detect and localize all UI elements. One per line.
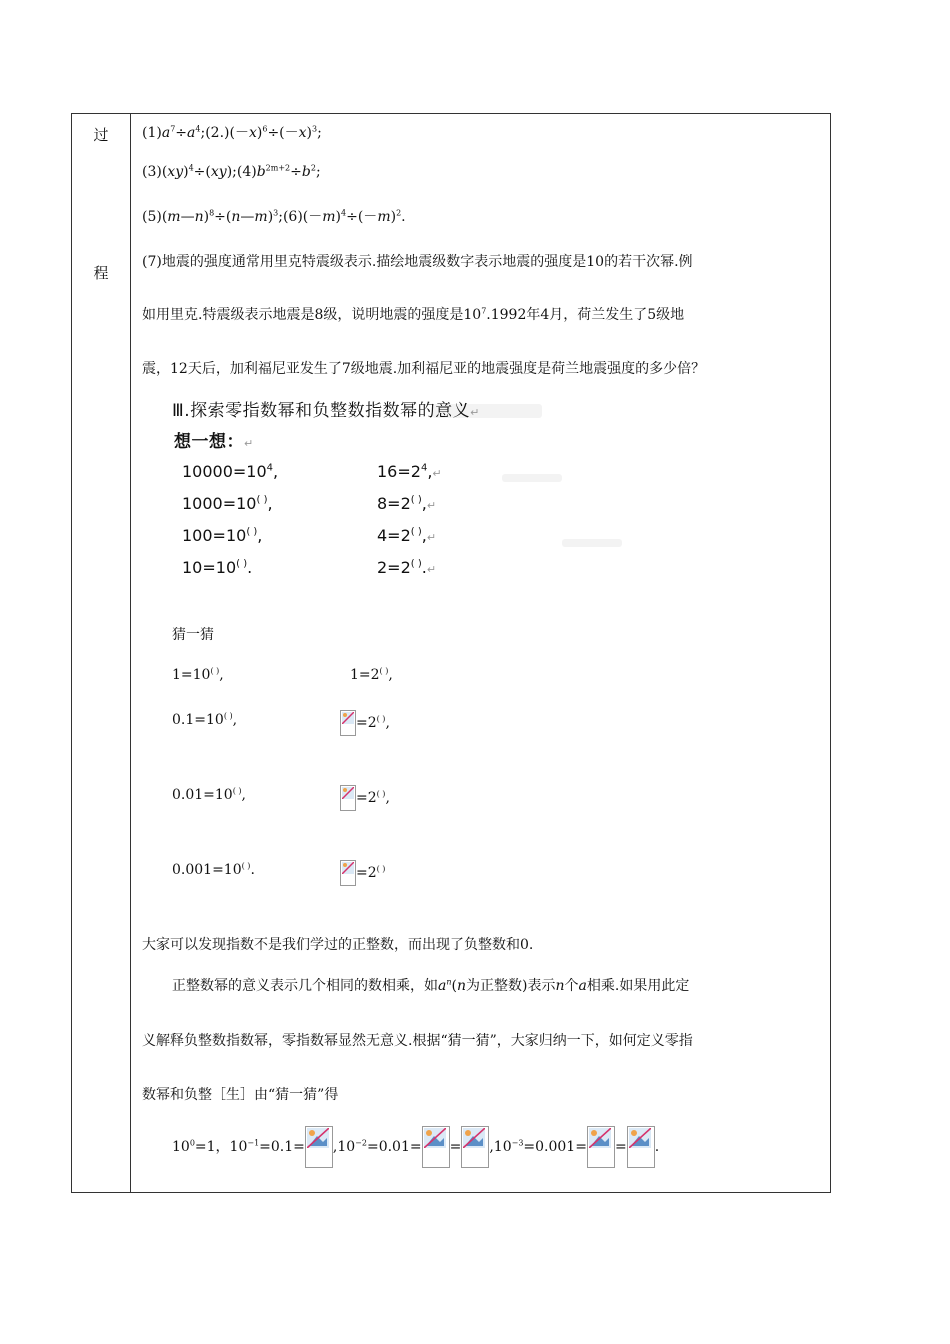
quake-line-3: 震，12天后，加利福尼亚发生了7级地震.加利福尼亚的地震强度是荷兰地震强度的多少倍？ (142, 361, 706, 377)
guess-row-1-left: 1=10( ), (172, 666, 224, 683)
conclusion-line-3: 义解释负整数指数幂，零指数幂显然无意义.根据“猜一猜”，大家归纳一下，如何定义零指 (142, 1033, 693, 1049)
guess-row-2-left: 0.1=10( ), (172, 711, 238, 728)
fraction-image-placeholder (305, 1126, 333, 1168)
content-table (71, 113, 831, 1193)
fraction-image-placeholder (587, 1126, 615, 1168)
conclusion-line-1: 大家可以发现指数不是我们学过的正整数，而出现了负整数和0. (142, 937, 534, 953)
guess-row-2-right: =2( ), (340, 710, 390, 736)
guess-heading: 猜一猜 (172, 627, 214, 643)
definition-formula: $10^0=1$，$10^{-1}=0.1=$ $,10^{-2}=0.01=$ = $,10^{-3}=0.001=$ = . (172, 1126, 659, 1168)
conclusion-line-4: 数幂和负整［生］由“猜一猜”得 (142, 1087, 339, 1103)
side-label-guo: 过 (93, 126, 109, 144)
explore-title: Ⅲ.探索零指数幂和负整数指数幂的意义↵ (172, 401, 480, 421)
exercise-line-3: $(5)(m—n)^8\div(n—m)^3;(6)(-m)^4\div(-m)^2$. (142, 208, 406, 225)
think-row-2-right: 8=2( ),↵ (377, 494, 437, 513)
watermark-smudge (502, 474, 562, 482)
guess-row-4-left: 0.001=10( ). (172, 861, 255, 878)
guess-row-3-right: =2( ), (340, 785, 390, 811)
column-divider (130, 114, 131, 1192)
fraction-image-placeholder (627, 1126, 655, 1168)
quake-line-1: (7)地震的强度通常用里克特震级表示.描绘地震级数字表示地震的强度是10的若干次幂.例 (142, 254, 693, 270)
guess-row-3-left: 0.01=10( ), (172, 786, 246, 803)
think-heading: 想一想：↵ (174, 432, 254, 452)
think-row-2-left: 1000=10( ), (182, 494, 273, 513)
side-label-cheng: 程 (93, 264, 109, 282)
fraction-image-placeholder (340, 710, 356, 736)
exercise-line-1: $(1)a^7\div a^4;(2.)(-x)^6\div(-x)^3$; (142, 124, 322, 141)
conclusion-line-2: 正整数幂的意义表示几个相同的数相乘，如$a^n(n$为正整数)表示n个a相乘.如果用此定 (172, 977, 690, 994)
watermark-smudge (562, 539, 622, 547)
think-row-3-left: 100=10( ), (182, 526, 263, 545)
fraction-image-placeholder (340, 860, 356, 886)
think-row-3-right: 4=2( ),↵ (377, 526, 437, 545)
think-row-4-left: 10=10( ). (182, 558, 253, 577)
quake-line-2: 如用里克.特震级表示地震是8级，说明地震的强度是$10^7.1992$年4月，荷兰发生了5级地 (142, 306, 685, 323)
think-row-4-right: 2=2( ).↵ (377, 558, 437, 577)
exercise-line-2: $(3)(xy)^4\div(xy);(4)b^{2m+2}\div b^2$; (142, 163, 321, 180)
guess-row-1-right: 1=2( ), (350, 666, 393, 683)
fraction-image-placeholder (422, 1126, 450, 1168)
think-row-1-left: $10000=10^4$, (182, 462, 279, 481)
fraction-image-placeholder (461, 1126, 489, 1168)
guess-row-4-right: =2( ) (340, 860, 385, 886)
fraction-image-placeholder (340, 785, 356, 811)
think-row-1-right: $16=2^4,↵$ (377, 462, 442, 481)
